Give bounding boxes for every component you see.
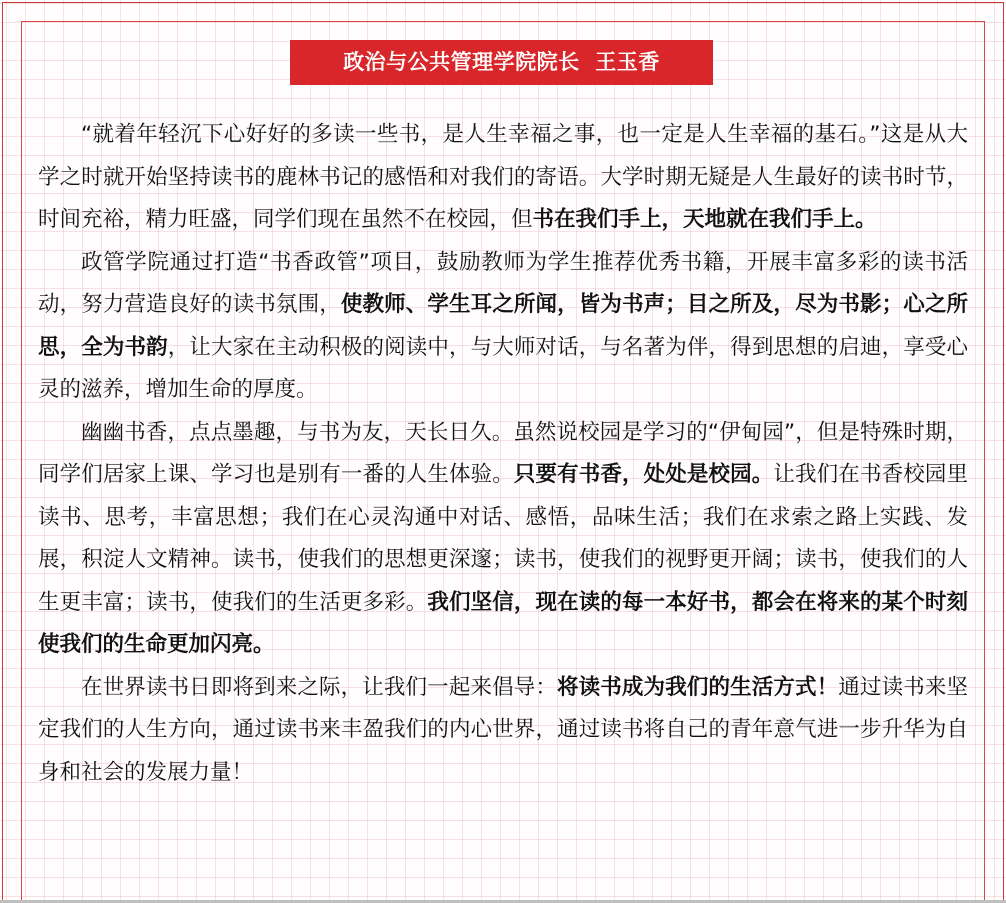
emphasis-text: 使教师、学生耳之所闻，皆为书声；目之所及，尽为书影；心之所思，全为书韵 (38, 292, 968, 360)
paragraph-text: ，让大家在主动积极的阅读中，与大师对话，与名著为伴，得到思想的启迪，享受心灵的滋养，增加生命的厚度。 (38, 334, 968, 402)
paragraph-text: 让我们在书香校园里读书、思考，丰富思想；我们在心灵沟通中对话、感悟，品味生活；我们在求索之路上实践、发展，积淀人文精神。读书，使我们的思想更深邃；读书，使我们的视野更开阔；读书，使我们的人生更丰富；读书，使我们的生活更多彩。 (38, 462, 968, 615)
paragraph-2 (38, 242, 968, 412)
emphasis-text: 我们坚信，现在读的每一本好书，都会在将来的某个时刻使我们的生命更加闪亮。 (38, 589, 968, 657)
paragraph-text: “就着年轻沉下心好好的多读一些书，是人生幸福之事，也一定是人生幸福的基石。”这是从大学之时就开始坚持读书的鹿林书记的感悟和对我们的寄语。大学时期无疑是人生最好的读书时节，时间充裕，精力旺盛，同学们现在虽然不在校园，但 (38, 122, 968, 232)
paragraph-text: 幽幽书香，点点墨趣，与书为友，天长日久。虽然说校园是学习的“伊甸园”，但是特殊时期，同学们居家上课、学习也是别有一番的人生体验。 (38, 419, 968, 487)
emphasis-text: 书在我们手上，天地就在我们手上。 (532, 207, 877, 232)
article-body (38, 114, 968, 794)
title-banner: 政治与公共管理学院院长 王玉香 (290, 40, 713, 85)
paragraph-4 (38, 667, 968, 795)
paragraph-text: 政管学院通过打造“书香政管”项目，鼓励教师为学生推荐优秀书籍，开展丰富多彩的读书活动，努力营造良好的读书氛围， (38, 249, 968, 317)
paragraph-1 (38, 114, 968, 242)
paragraph-text: 在世界读书日即将到来之际，让我们一起来倡导： (81, 674, 558, 700)
emphasis-text: 只要有书香，处处是校园。 (513, 462, 774, 487)
emphasis-text: 将读书成为我们的生活方式！ (557, 674, 839, 700)
paragraph-3 (38, 412, 968, 667)
paragraph-text: 通过读书来坚定我们的人生方向，通过读书来丰盈我们的内心世界，通过读书将自己的青年意气进一步升华为自身和社会的发展力量！ (38, 674, 968, 785)
